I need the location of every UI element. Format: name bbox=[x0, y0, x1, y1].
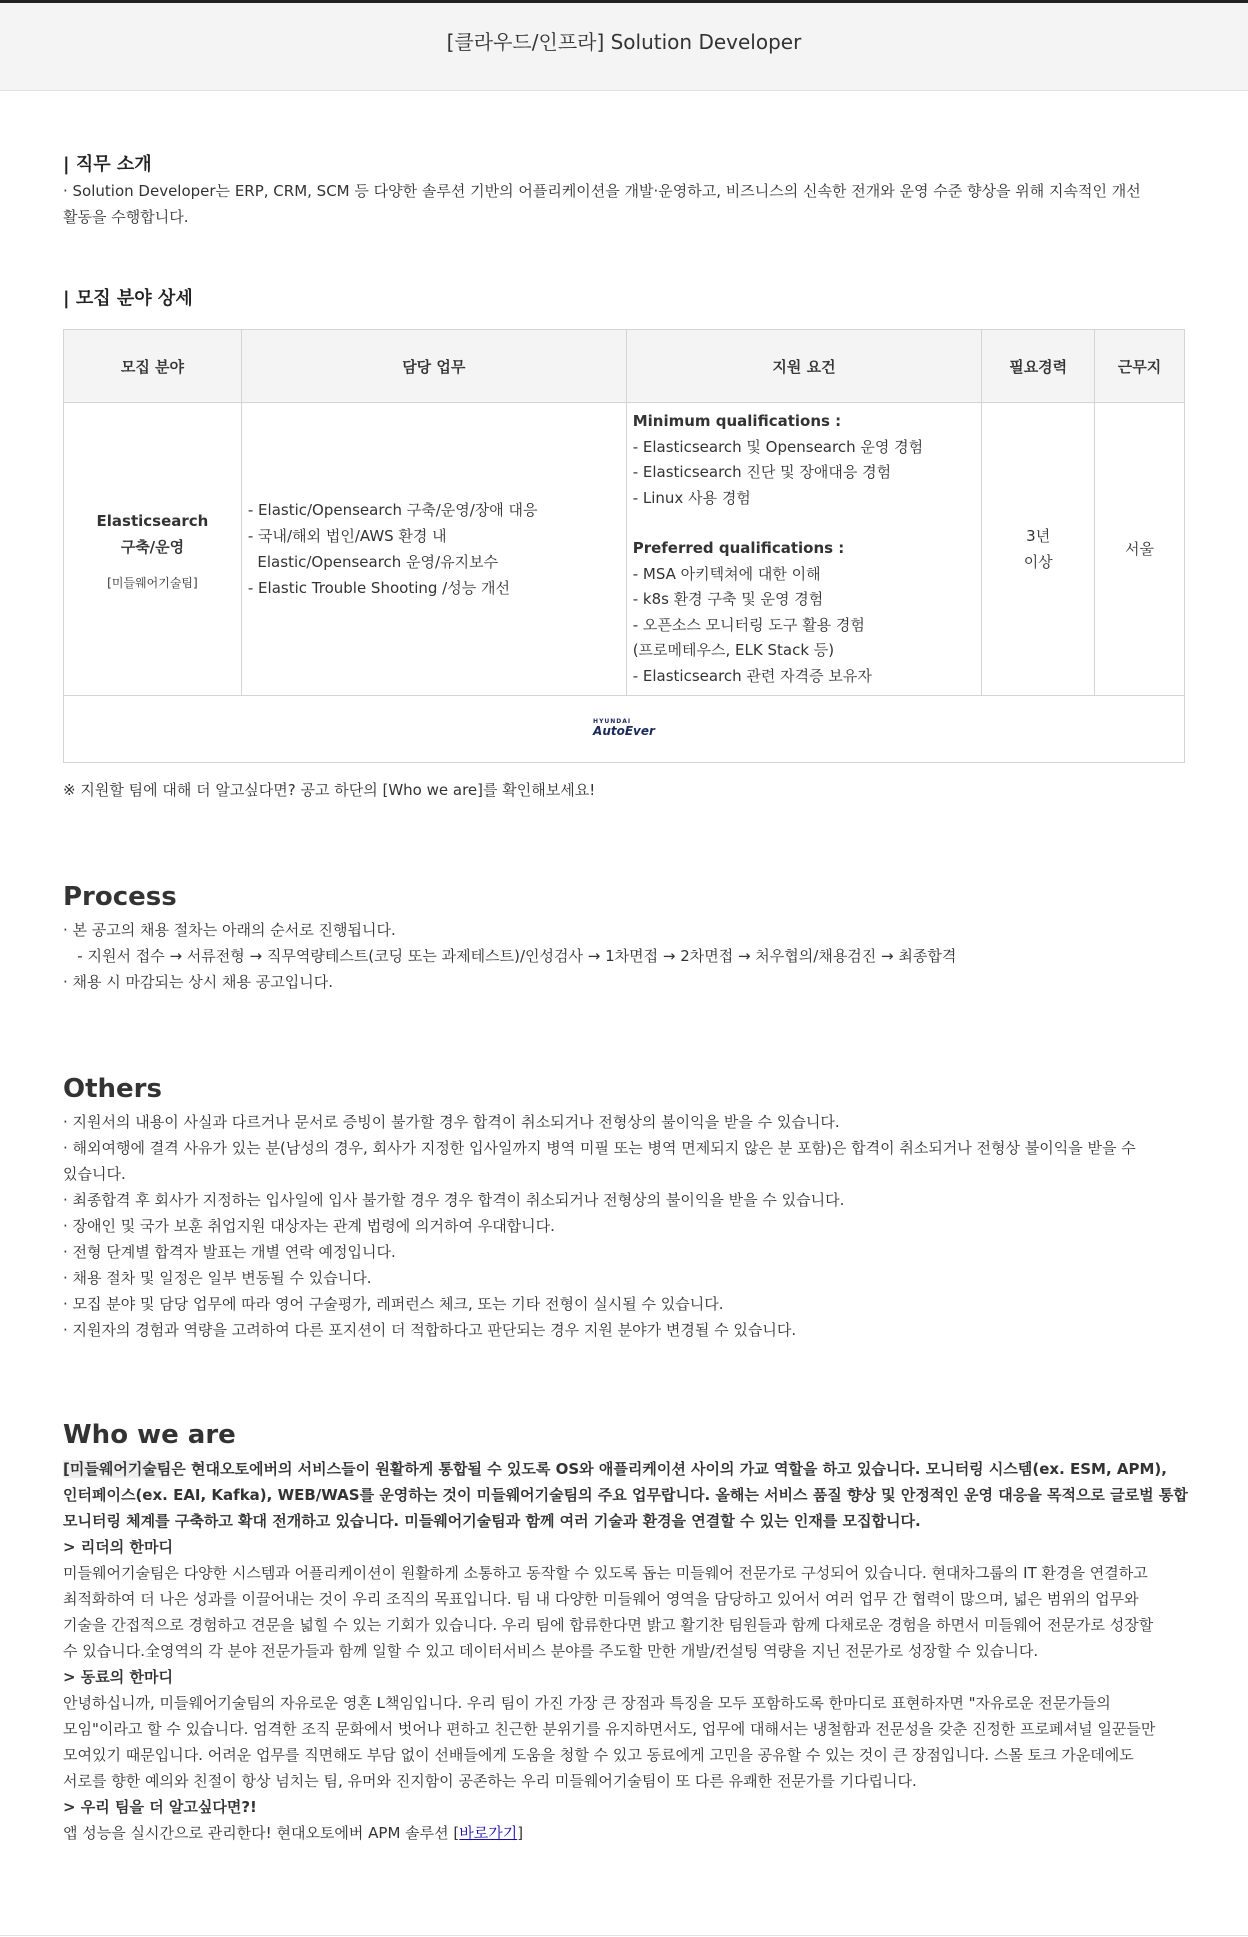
logo-cell bbox=[64, 696, 1185, 763]
preference-item: - 오픈소스 모니터링 도구 활용 경험 bbox=[632, 615, 865, 634]
duty-line: - Elastic Trouble Shooting /성능 개선 bbox=[247, 579, 510, 597]
field-name-line: Elasticsearch bbox=[96, 511, 209, 530]
requirement-item: - Elasticsearch 진단 및 장애대응 경험 bbox=[632, 463, 892, 481]
process-text bbox=[63, 917, 956, 995]
leader-line: 미들웨어기술팀은 다양한 시스템과 어플리케이션이 원활하게 소통하고 동작할 수 있도록 돕는 미들웨어 전문가로 구성되어 있습니다. 현대차그룹의 IT 환경을 연결하고 bbox=[63, 1564, 1148, 1582]
intro-text bbox=[63, 178, 1141, 230]
intro-line: · Solution Developer는 ERP, CRM, SCM 등 다양한 솔루션 기반의 어플리케이션을 개발·운영하고, 비즈니스의 신속한 전개와 운영 수준 향상을 위해 지속적인 개선 bbox=[63, 182, 1141, 200]
who-heading: Who we are bbox=[63, 1420, 236, 1450]
others-line: · 장애인 및 국가 보훈 취업지원 대상자는 관계 법령에 의거하여 우대합니다. bbox=[63, 1217, 555, 1235]
others-heading: Others bbox=[63, 1074, 162, 1104]
preference-item: (프로메테우스, ELK Stack 등) bbox=[632, 641, 835, 659]
footer-divider bbox=[0, 1935, 1248, 1936]
spacer bbox=[633, 511, 976, 536]
peer-heading: > 동료의 한마디 bbox=[63, 1668, 173, 1686]
more-heading: > 우리 팀을 더 알고싶다면?! bbox=[63, 1798, 257, 1816]
preference-item: - MSA 아키텍쳐에 대한 이해 bbox=[632, 564, 821, 583]
logo-bottom-text: AutoEver bbox=[593, 724, 655, 738]
team-note-text: ※ 지원할 팀에 대해 더 알고싶다면? 공고 하단의 [Who we are]를 확인해보세요! bbox=[63, 781, 596, 799]
peer-line: 모임"이라고 할 수 있습니다. 엄격한 조직 문화에서 벗어나 편하고 친근한 분위기를 유지하면서도, 업무에 대해서는 냉철함과 전문성을 갖춘 진정한 프로페셔널 일꾼들만 bbox=[63, 1720, 1156, 1738]
apm-shortcut-link[interactable]: 바로가기 bbox=[459, 1824, 518, 1842]
others-line: 있습니다. bbox=[63, 1165, 126, 1183]
others-line: · 최종합격 후 회사가 지정하는 입사일에 입사 불가할 경우 경우 합격이 취소되거나 전형상의 불이익을 받을 수 있습니다. bbox=[63, 1191, 845, 1209]
leader-heading: > 리더의 한마디 bbox=[63, 1538, 173, 1556]
peer-line: 서로를 향한 예의와 친절이 항상 넘치는 팀, 유머와 진지함이 공존하는 우리 미들웨어기술팀이 또 다른 유쾌한 전문가를 기다립니다. bbox=[63, 1772, 917, 1790]
duty-cell bbox=[241, 403, 626, 696]
duty-line: Elastic/Opensearch 운영/유지보수 bbox=[247, 553, 499, 571]
duty-line: - Elastic/Opensearch 구축/운영/장애 대응 bbox=[247, 501, 538, 519]
career-line: 이상 bbox=[1023, 553, 1053, 571]
who-intro-line: 모니터링 체계를 구축하고 확대 전개하고 있습니다. 미들웨어기술팀과 함께 여러 기술과 환경을 연결할 수 있는 인재를 모집합니다. bbox=[63, 1512, 921, 1530]
process-line: · 채용 시 마감되는 상시 채용 공고입니다. bbox=[63, 973, 333, 991]
others-line: · 전형 단계별 합격자 발표는 개별 연락 예정입니다. bbox=[63, 1243, 396, 1261]
detail-heading: | 모집 분야 상세 bbox=[63, 288, 193, 309]
who-intro-line: 인터페이스(ex. EAI, Kafka), WEB/WAS를 운영하는 것이 미들웨어기술팀의 주요 업무랍니다. 올해는 서비스 품질 향상 및 안정적인 운영 대응을 목적으로 글로벌 통합 bbox=[63, 1486, 1188, 1504]
intro-heading: | 직무 소개 bbox=[63, 154, 152, 175]
table-row bbox=[64, 403, 1185, 696]
career-cell bbox=[982, 403, 1095, 696]
who-intro-text: 은 현대오토에버의 서비스들이 원활하게 통합될 수 있도록 OS와 애플리케이션 사이의 가교 역할을 하고 있습니다. 모니터링 시스템(ex. ESM, APM), bbox=[171, 1460, 1167, 1478]
location: 서울 bbox=[1125, 540, 1155, 558]
process-heading: Process bbox=[63, 882, 177, 912]
more-close-bracket: ] bbox=[517, 1824, 524, 1842]
field-name-line: 구축/운영 bbox=[120, 537, 185, 556]
peer-line: 모여있기 때문입니다. 어려운 업무를 직면해도 부담 없이 선배들에게 도움을 청할 수 있고 동료에게 고민을 공유할 수 있는 것이 큰 장점입니다. 스몰 토크 가운데에도 bbox=[63, 1746, 1134, 1764]
career-line: 3년 bbox=[1026, 527, 1051, 545]
pref-qualifications-heading: Preferred qualifications : bbox=[632, 539, 845, 557]
duty-line: - 국내/해외 법인/AWS 환경 내 bbox=[247, 527, 447, 545]
team-mark: [미들웨어기술팀 bbox=[63, 1460, 172, 1478]
more-line bbox=[63, 1820, 1188, 1846]
field-team: [미들웨어기술팀] bbox=[107, 575, 198, 590]
column-header: 근무지 bbox=[1095, 330, 1185, 403]
column-header: 모집 분야 bbox=[64, 330, 242, 403]
min-qualifications-heading: Minimum qualifications : bbox=[632, 412, 842, 430]
table-header-row bbox=[64, 330, 1185, 403]
leader-line: 최적화하여 더 나은 성과를 이끌어내는 것이 우리 조직의 목표입니다. 팀 내 다양한 미들웨어 영역을 담당하고 있어서 여러 업무 간 협력이 많으며, 넓은 범위의 업무와 bbox=[63, 1590, 1139, 1608]
peer-line: 안녕하십니까, 미들웨어기술팀의 자유로운 영혼 L책임입니다. 우리 팀이 가진 가장 큰 장점과 특징을 모두 포함하도록 한마디로 표현하자면 "자유로운 전문가들의 bbox=[63, 1694, 1111, 1712]
process-line: · 본 공고의 채용 절차는 아래의 순서로 진행됩니다. bbox=[63, 921, 396, 939]
who-intro-line bbox=[63, 1456, 1188, 1482]
job-title: [클라우드/인프라] Solution Developer bbox=[446, 30, 802, 54]
logo-top-text: HYUNDAI bbox=[593, 718, 632, 725]
requirement-item: - Linux 사용 경험 bbox=[632, 488, 751, 507]
others-line: · 지원서의 내용이 사실과 다르거나 문서로 증빙이 불가할 경우 합격이 취소되거나 전형상의 불이익을 받을 수 있습니다. bbox=[63, 1113, 840, 1131]
others-line: · 지원자의 경험과 역량을 고려하여 다른 포지션이 더 적합하다고 판단되는 경우 지원 분야가 변경될 수 있습니다. bbox=[63, 1321, 797, 1339]
others-line: · 해외여행에 결격 사유가 있는 분(남성의 경우, 회사가 지정한 입사일까지 병역 미필 또는 병역 면제되지 않은 분 포함)은 합격이 취소되거나 전형상 불이익을 받을 수 bbox=[63, 1139, 1136, 1157]
column-header: 필요경력 bbox=[982, 330, 1095, 403]
logo-row bbox=[64, 696, 1185, 763]
intro-line: 활동을 수행합니다. bbox=[63, 208, 189, 226]
field-cell bbox=[64, 403, 242, 696]
others-text bbox=[63, 1109, 1136, 1343]
process-line: - 지원서 접수 → 서류전형 → 직무역량테스트(코딩 또는 과제테스트)/인성검사 → 1차면접 → 2차면접 → 처우협의/채용검진 → 최종합격 bbox=[63, 947, 957, 965]
column-header: 지원 요건 bbox=[626, 330, 982, 403]
hyundai-autoever-logo bbox=[593, 719, 655, 737]
preference-item: - Elasticsearch 관련 자격증 보유자 bbox=[632, 666, 872, 685]
preference-item: - k8s 환경 구축 및 운영 경험 bbox=[632, 590, 824, 608]
column-header: 담당 업무 bbox=[241, 330, 626, 403]
requirements-cell bbox=[626, 403, 982, 696]
others-line: · 채용 절차 및 일정은 일부 변동될 수 있습니다. bbox=[63, 1269, 372, 1287]
leader-line: 수 있습니다.全영역의 각 분야 전문가들과 함께 일할 수 있고 데이터서비스 분야를 주도할 만한 개발/컨설팅 역량을 지닌 전문가로 성장할 수 있습니다. bbox=[63, 1642, 1039, 1660]
field-name bbox=[65, 508, 240, 560]
requirement-item: - Elasticsearch 및 Opensearch 운영 경험 bbox=[632, 437, 924, 456]
who-text bbox=[63, 1456, 1188, 1846]
others-line: · 모집 분야 및 담당 업무에 따라 영어 구술평가, 레퍼런스 체크, 또는 기타 전형이 실시될 수 있습니다. bbox=[63, 1295, 724, 1313]
page-header bbox=[0, 0, 1248, 91]
team-note bbox=[63, 777, 595, 803]
positions-table bbox=[63, 329, 1185, 763]
leader-line: 기술을 간접적으로 경험하고 견문을 넓힐 수 있는 기회가 있습니다. 우리 팀에 합류한다면 밝고 활기찬 팀원들과 함께 다채로운 경험을 하면서 미들웨어 전문가로 성장할 bbox=[63, 1616, 1154, 1634]
more-text: 앱 성능을 실시간으로 관리한다! 현대오토에버 APM 솔루션 [ bbox=[63, 1824, 460, 1842]
location-cell bbox=[1095, 403, 1185, 696]
